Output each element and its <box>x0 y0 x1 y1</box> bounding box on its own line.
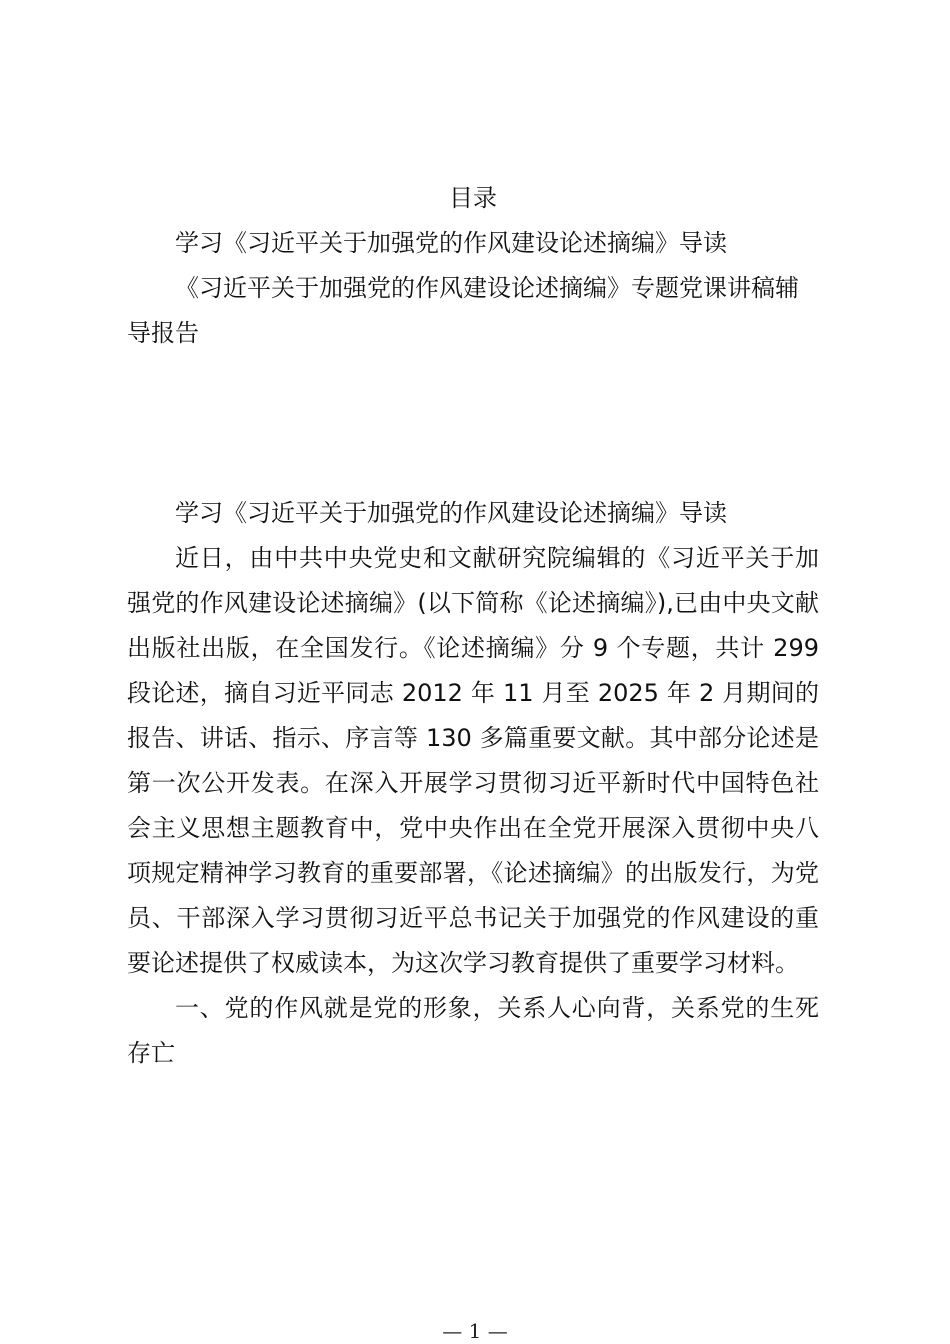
section-spacer <box>127 356 819 491</box>
article-heading: 学习《习近平关于加强党的作风建设论述摘编》导读 <box>175 499 727 527</box>
page-content <box>127 176 819 1076</box>
intro-paragraph: 近日，由中共中央党史和文献研究院编辑的《习近平关于加强党的作风建设论述摘编》(以下简称《论述摘编》),已由中央文献出版社出版，在全国发行。《论述摘编》分 9 个专题，共计 299 段论述，摘自习近平同志 2012 年 11 月至 2025 年 2 月期间的报告、讲话、指示、序言等 130 多篇重要文献。其中部分论述是第一次公开发表。在深入开展学习贯彻习近平新时代中国特色社会主义思想主题教育中，党中央作出在全党开展深入贯彻中央八项规定精神学习教育的重要部署，《论述摘编》的出版发行，为党员、干部深入学习贯彻习近平总书记关于加强党的作风建设的重要论述提供了权威读本，为这次学习教育提供了重要学习材料。 <box>127 544 819 977</box>
toc-item-1: 学习《习近平关于加强党的作风建设论述摘编》导读 <box>175 229 727 257</box>
toc-title: 目录 <box>449 184 497 212</box>
page-number: — 1 — <box>442 1319 508 1343</box>
section-heading-1: 一、党的作风就是党的形象，关系人心向背，关系党的生死存亡 <box>127 994 819 1067</box>
toc-item-2: 《习近平关于加强党的作风建设论述摘编》专题党课讲稿辅导报告 <box>127 274 799 347</box>
